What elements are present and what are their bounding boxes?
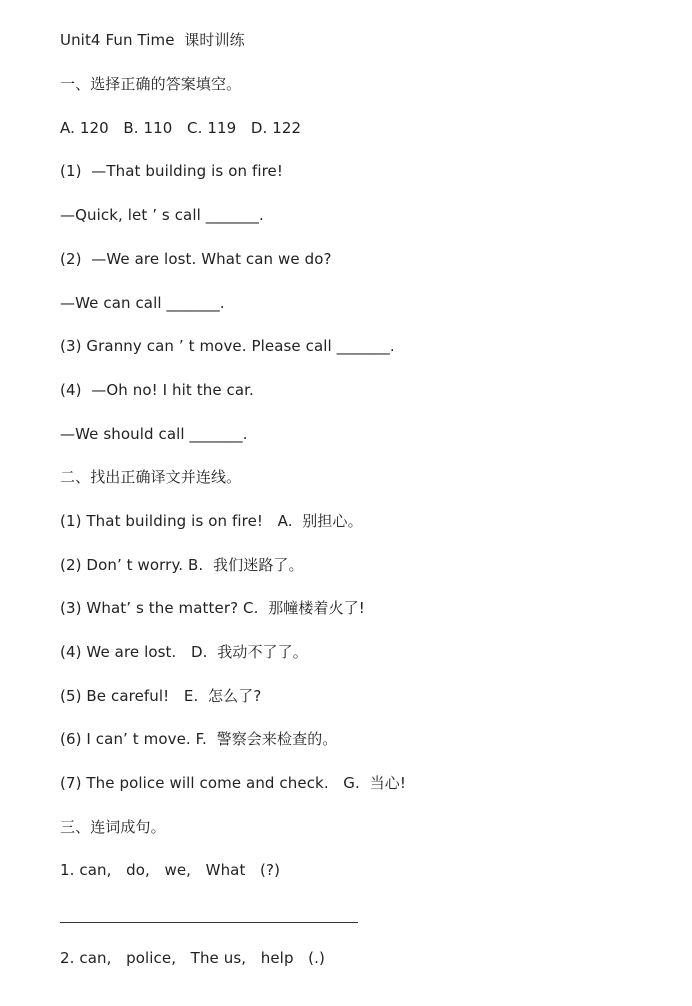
sentence-question-1: 1. can, do, we, What (?) bbox=[60, 861, 281, 879]
matching-item: (4) We are lost. D. 我动不了了。 bbox=[60, 643, 308, 661]
question-1-prompt: (1) —That building is on fire! bbox=[60, 162, 283, 180]
matching-item: (5) Be careful! E. 怎么了? bbox=[60, 687, 262, 705]
worksheet-title: Unit4 Fun Time 课时训练 bbox=[60, 31, 245, 49]
answer-options: A. 120 B. 110 C. 119 D. 122 bbox=[60, 119, 302, 137]
section-2-heading: 二、找出正确译文并连线。 bbox=[60, 468, 242, 486]
question-2-reply: —We can call _______. bbox=[60, 294, 225, 312]
matching-item: (7) The police will come and check. G. 当心! bbox=[60, 774, 406, 792]
section-3-heading: 三、连词成句。 bbox=[60, 818, 166, 836]
question-4-reply: —We should call _______. bbox=[60, 425, 248, 443]
matching-item: (1) That building is on fire! A. 别担心。 bbox=[60, 512, 363, 530]
answer-blank-line bbox=[60, 922, 358, 923]
question-2-prompt: (2) —We are lost. What can we do? bbox=[60, 250, 332, 268]
question-3: (3) Granny can ’ t move. Please call _______. bbox=[60, 337, 395, 355]
section-1-heading: 一、选择正确的答案填空。 bbox=[60, 75, 242, 93]
matching-item: (2) Don’ t worry. B. 我们迷路了。 bbox=[60, 556, 304, 574]
question-4-prompt: (4) —Oh no! I hit the car. bbox=[60, 381, 254, 399]
sentence-question-2: 2. can, police, The us, help (.) bbox=[60, 949, 325, 967]
question-1-reply: —Quick, let ’ s call _______. bbox=[60, 206, 264, 224]
matching-item: (3) What’ s the matter? C. 那幢楼着火了! bbox=[60, 599, 365, 617]
matching-item: (6) I can’ t move. F. 警察会来检查的。 bbox=[60, 730, 338, 748]
